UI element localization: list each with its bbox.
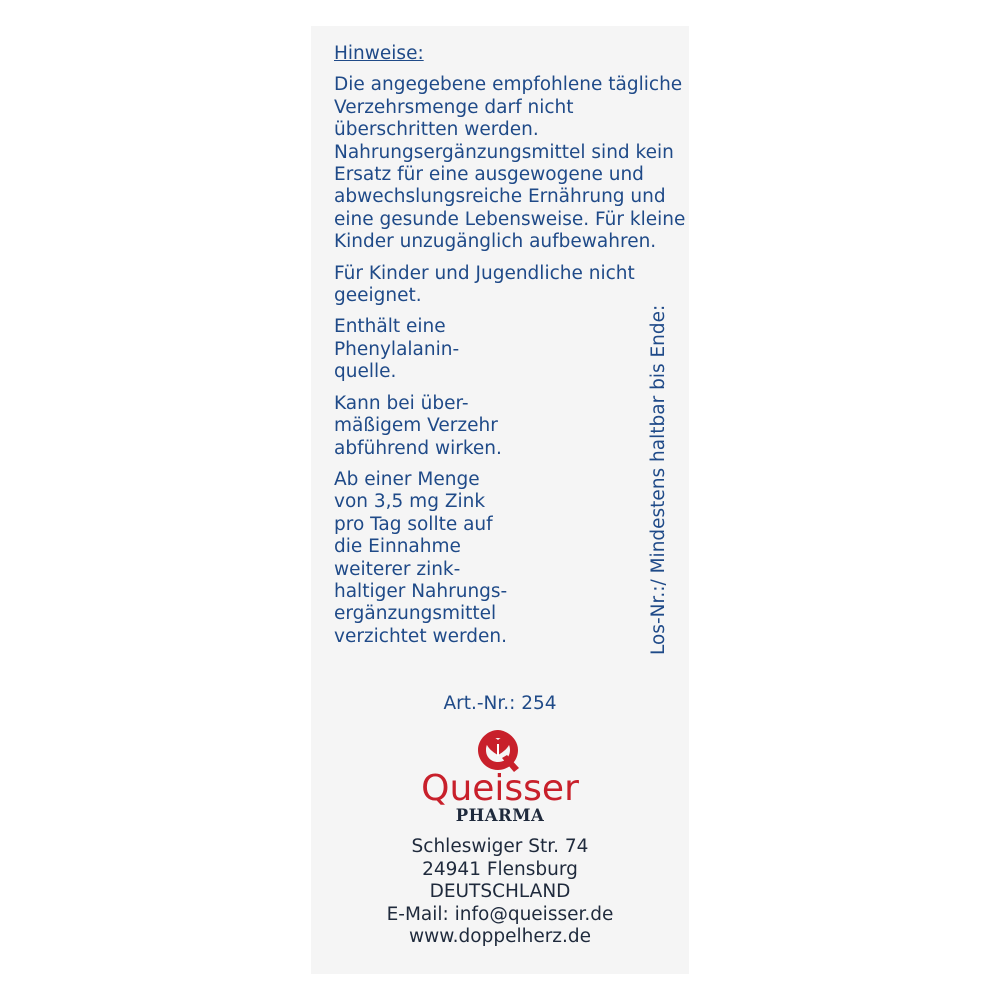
notes-section (334, 43, 686, 657)
address-email: E-Mail: info@queisser.de (386, 903, 614, 925)
brand-subtitle: PHARMA (455, 806, 545, 825)
article-number: Art.-Nr.: 254 (443, 693, 557, 714)
note-paragraph-phenylalanine: Enthält eine Phenylalanin- quelle. (334, 316, 460, 383)
brand-name: Queisser (421, 768, 579, 809)
address-website: www.doppelherz.de (408, 926, 592, 947)
lot-expiry-label: Los-Nr.:/ Mindestens haltbar bis Ende: (648, 304, 669, 655)
note-paragraph-zinc: Ab einer Menge von 3,5 mg Zink pro Tag sollte auf die Einnahme weiterer zink- haltiger Nahrungs- ergänzungsmittel verzichtet werden. (334, 468, 508, 647)
address-country: DEUTSCHLAND (429, 881, 571, 902)
address-street: Schleswiger Str. 74 (411, 836, 589, 857)
company-address (311, 836, 689, 949)
address-city: 24941 Flensburg (422, 858, 578, 880)
note-paragraph-children: Für Kinder und Jugendliche nicht geeignet. (334, 262, 635, 307)
note-paragraph-daily-dose: Die angegebene empfohlene tägliche Verzehrsmenge darf nicht überschritten werden. Nahrungsergänzungsmittel sind kein Ersatz für eine ausgewogene und abwechslungsreiche Ernährung und eine gesunde Lebensweise. Für kleine Kinder unzugänglich aufbewahren. (334, 74, 686, 253)
note-paragraph-laxative: Kann bei über- mäßigem Verzehr abführend wirken. (334, 392, 502, 459)
notes-heading: Hinweise: (334, 43, 424, 64)
